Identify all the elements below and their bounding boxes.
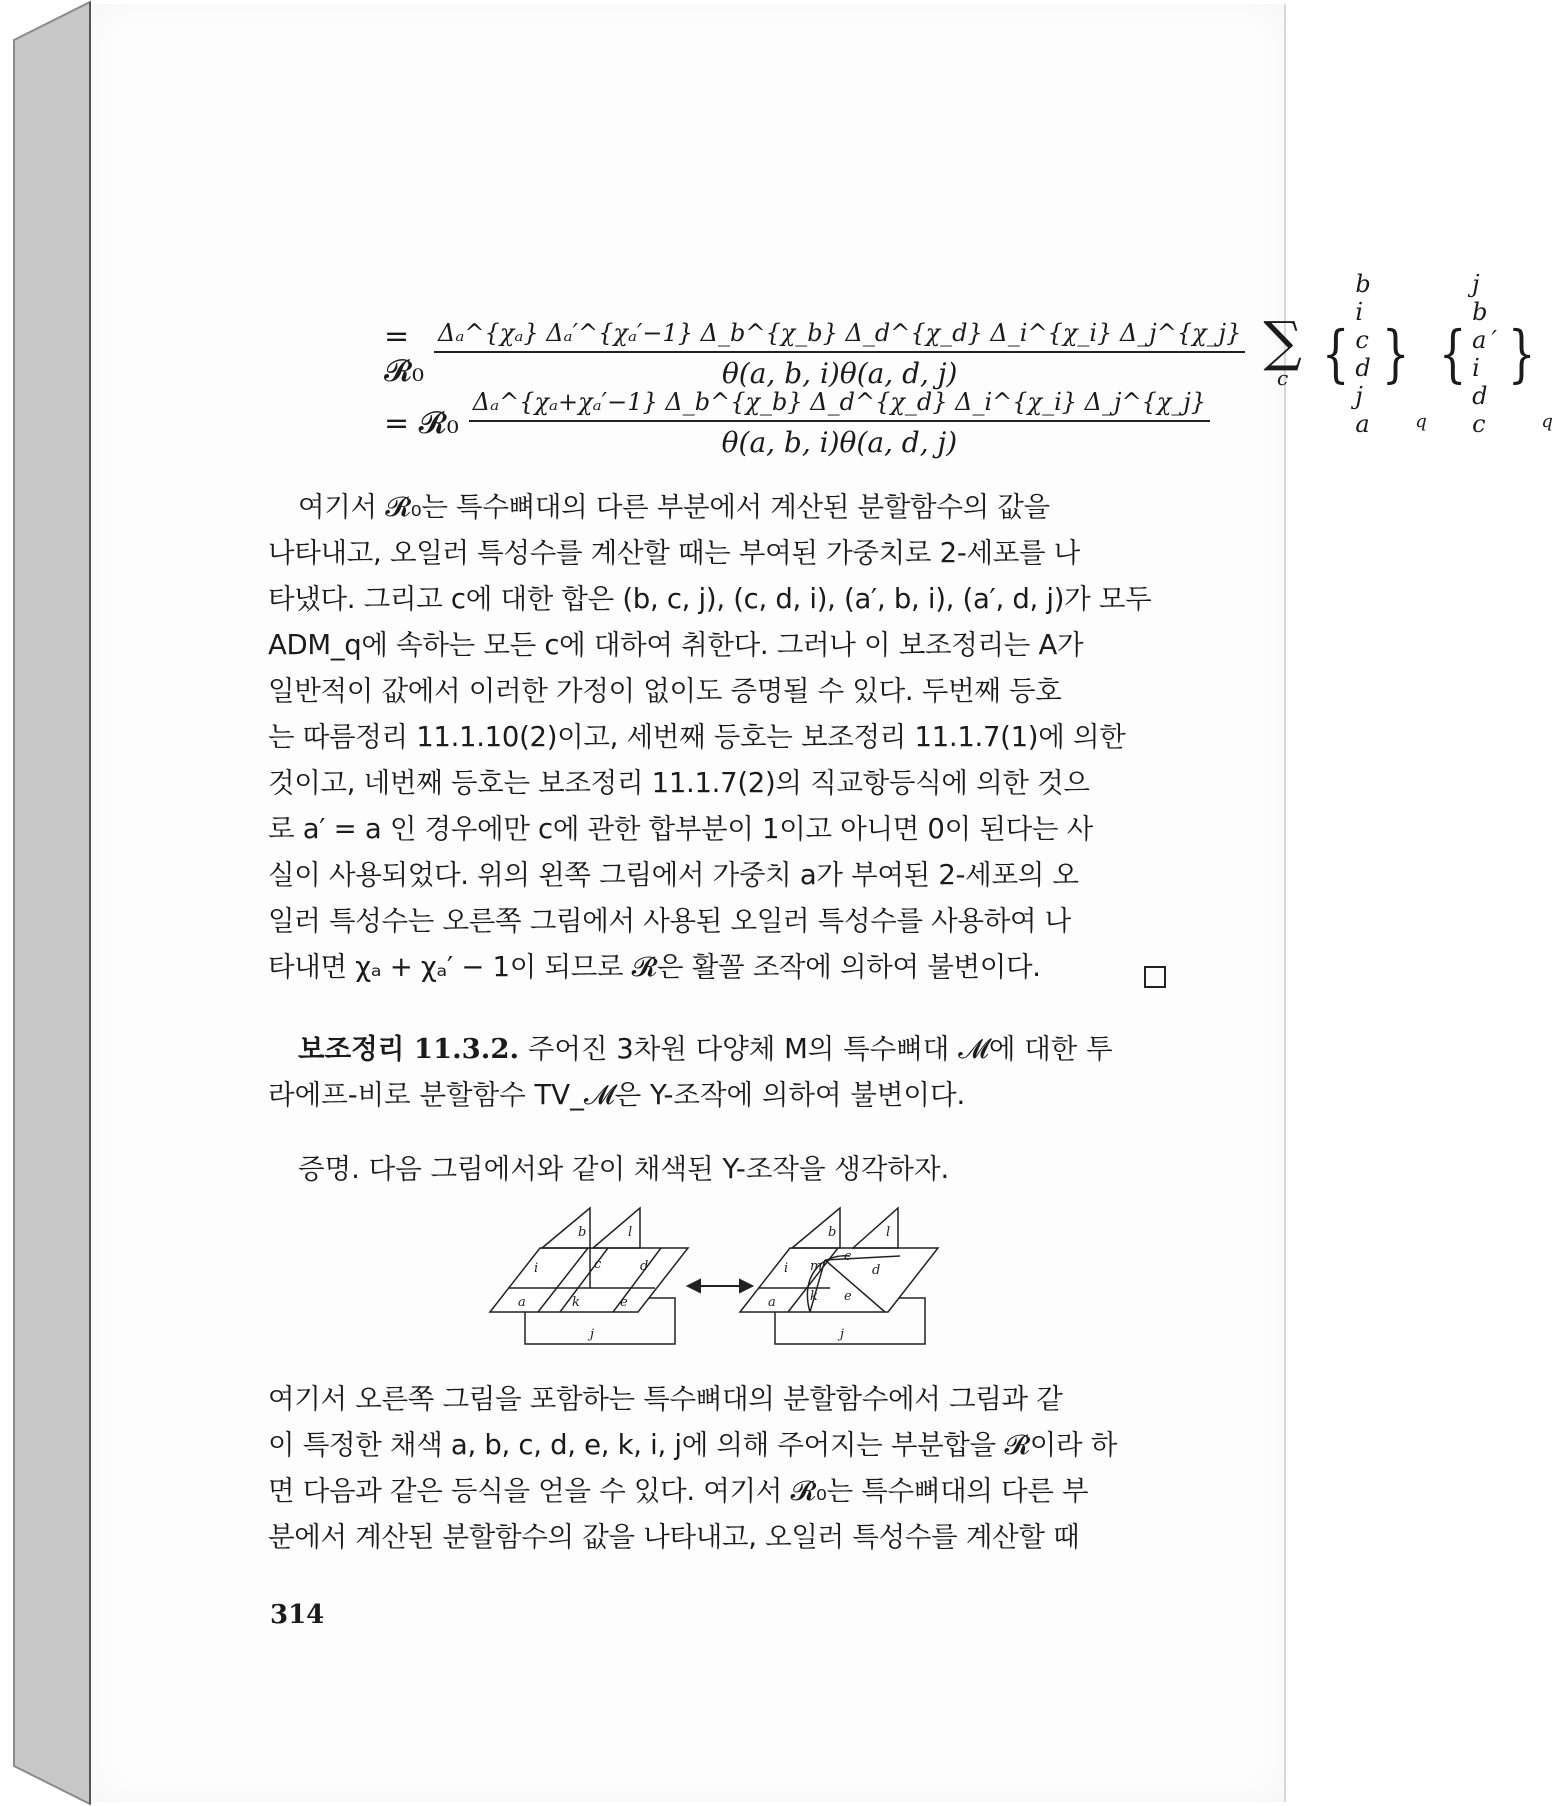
text-line: 것이고, 네번째 등호는 보조정리 11.1.7(2)의 직교항등식에 의한 것으 xyxy=(268,767,1090,799)
text-line: 면 다음과 같은 등식을 얻을 수 있다. 여기서 𝓡₀는 특수뼈대의 다른 부 xyxy=(268,1475,1089,1507)
figure-label: d xyxy=(872,1263,881,1278)
text-line: 는 따름정리 11.1.10(2)이고, 세번째 등호는 보조정리 11.1.7(1)에 의한 xyxy=(268,721,1126,753)
equation-numerator: Δₐ^{χₐ+χₐ′−1} Δ_b^{χ_b} Δ_d^{χ_d} Δ_i^{χ_i} Δ_j^{χ_j} xyxy=(469,388,1210,422)
lemma-text: 주어진 3차원 다양체 M의 특수뼈대 𝓜에 대한 투 xyxy=(527,1033,1113,1065)
right-diagram xyxy=(740,1208,938,1344)
six-j-bottom-row: i d c xyxy=(1472,354,1493,438)
figure-label: a xyxy=(518,1295,526,1310)
six-j-subscript: q xyxy=(1415,411,1427,432)
double-arrow-icon xyxy=(688,1280,752,1292)
qed-symbol xyxy=(1144,966,1166,988)
y-move-figure xyxy=(490,1208,950,1358)
six-j-top-row: j b a′ xyxy=(1472,270,1502,354)
text-line: 여기서 오른쪽 그림을 포함하는 특수뼈대의 분할함수에서 그림과 같 xyxy=(268,1383,1063,1415)
equation-denominator: θ(a, b, i)θ(a, d, j) xyxy=(721,356,958,390)
figure-label: e xyxy=(620,1295,628,1310)
page-number: 314 xyxy=(270,1600,325,1630)
figure-label: a xyxy=(768,1295,776,1310)
text-line: 일반적이 값에서 이러한 가정이 없이도 증명될 수 있다. 두번째 등호 xyxy=(268,675,1062,707)
equation-line-2 xyxy=(384,388,1210,459)
book-spine-edge xyxy=(0,0,100,1806)
six-j-subscript: q xyxy=(1541,411,1553,432)
six-j-symbol-2: { j b a′ i d c } q xyxy=(1438,270,1553,438)
figure-label: e xyxy=(844,1289,852,1304)
lemma-line-2 xyxy=(268,1072,1166,1118)
figure-label: b xyxy=(828,1225,837,1240)
lemma-line-1 xyxy=(268,1026,1196,1072)
figure-label: k xyxy=(810,1289,818,1304)
equation-lhs: = 𝓡₀ xyxy=(384,319,425,389)
figure-label: i xyxy=(534,1261,539,1276)
figure-label: c xyxy=(844,1249,852,1264)
lemma-text: 라에프-비로 분할함수 TV_𝓜은 Y-조작에 의하여 불변이다. xyxy=(268,1079,966,1111)
figure-label: j xyxy=(840,1327,845,1342)
figure-label: l xyxy=(886,1225,891,1240)
text-line: 타내면 χₐ + χₐ′ − 1이 되므로 𝓡은 활꼴 조작에 의하여 불변이다. xyxy=(268,951,1041,983)
figure-label: j xyxy=(590,1327,595,1342)
proof-label: 증명. xyxy=(298,1153,360,1185)
six-j-bottom-row: d j a xyxy=(1355,354,1376,438)
figure-label: b xyxy=(578,1225,587,1240)
text-line: 여기서 𝓡₀는 특수뼈대의 다른 부분에서 계산된 분할함수의 값을 xyxy=(298,491,1050,523)
text-line: 분에서 계산된 분할함수의 값을 나타내고, 오일러 특성수를 계산할 때 xyxy=(268,1521,1080,1553)
figure-label: c xyxy=(594,1257,602,1272)
lemma-label: 보조정리 11.3.2. xyxy=(298,1033,520,1065)
figure-label: i xyxy=(784,1261,789,1276)
paragraph-1 xyxy=(268,484,1166,990)
text-line: 로 a′ = a 인 경우에만 c에 관한 합부분이 1이고 아니면 0이 된다는 사 xyxy=(268,813,1093,845)
text-line: 실이 사용되었다. 위의 왼쪽 그림에서 가중치 a가 부여된 2-세포의 오 xyxy=(268,859,1079,891)
six-j-top-row: b i c xyxy=(1355,270,1376,354)
figure-label: l xyxy=(628,1225,633,1240)
equation-lhs: = 𝓡₀ xyxy=(384,406,459,441)
text-line: ADM_q에 속하는 모든 c에 대하여 취한다. 그러나 이 보조정리는 A가 xyxy=(268,629,1084,661)
equation-denominator: θ(a, b, i)θ(a, d, j) xyxy=(721,426,958,459)
equation-numerator: Δₐ^{χₐ} Δₐ′^{χₐ′−1} Δ_b^{χ_b} Δ_d^{χ_d} Δ_i^{χ_i} Δ_j^{χ_j} xyxy=(434,319,1245,353)
text-line: 이 특정한 채색 a, b, c, d, e, k, i, j에 의해 주어지는 부분합을 𝓡이라 하 xyxy=(268,1429,1118,1461)
text-line: 일러 특성수는 오른쪽 그림에서 사용된 오일러 특성수를 사용하여 나 xyxy=(268,905,1071,937)
equation-fraction xyxy=(434,319,1245,390)
proof-line xyxy=(268,1146,1196,1192)
figure-label: m xyxy=(810,1259,823,1274)
summation-index: c xyxy=(1277,366,1289,390)
proof-text: 다음 그림에서와 같이 채색된 Y-조작을 생각하자. xyxy=(368,1153,950,1185)
text-line: 타냈다. 그리고 c에 대한 합은 (b, c, j), (c, d, i), (a′, b, i), (a′, d, j)가 모두 xyxy=(268,583,1152,615)
left-diagram xyxy=(490,1208,688,1344)
figure-label: k xyxy=(572,1295,580,1310)
six-j-symbol-1: { b i c d j a } q xyxy=(1321,270,1427,438)
paragraph-2 xyxy=(268,1376,1166,1560)
equation-fraction xyxy=(469,388,1210,459)
text-line: 나타내고, 오일러 특성수를 계산할 때는 부여된 가중치로 2-세포를 나 xyxy=(268,537,1080,569)
summation-sign: ∑ c xyxy=(1263,310,1302,390)
figure-label: d xyxy=(640,1259,649,1274)
